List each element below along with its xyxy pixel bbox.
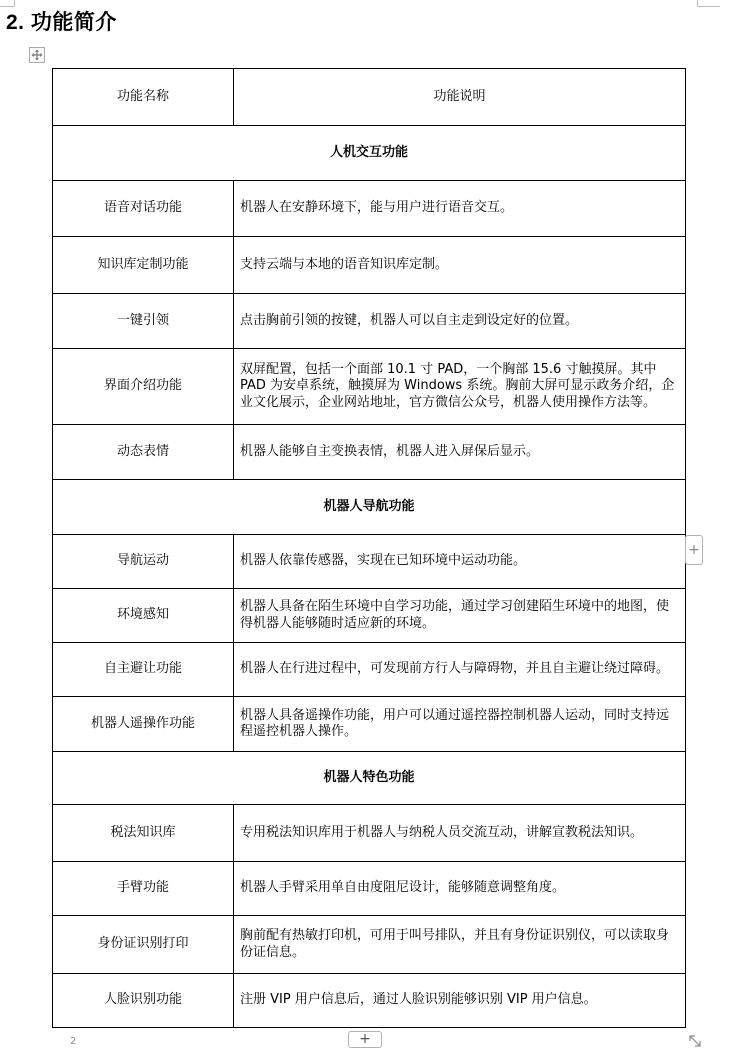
table-row [53, 589, 686, 643]
add-row-button[interactable] [348, 1031, 382, 1048]
function-desc-cell: 机器人具备遥操作功能，用户可以通过遥控器控制机器人运动，同时支持远程遥控机器人操作。 [234, 697, 686, 752]
function-desc-cell: 支持云端与本地的语音知识库定制。 [234, 237, 686, 294]
function-name-cell: 机器人遥操作功能 [53, 697, 234, 752]
table-row [53, 535, 686, 589]
section-title: 人机交互功能 [53, 126, 686, 181]
function-name-cell: 知识库定制功能 [53, 237, 234, 294]
move-arrows-icon [31, 49, 43, 61]
function-desc-cell: 机器人在安静环境下，能与用户进行语音交互。 [234, 181, 686, 237]
section-row [53, 480, 686, 535]
function-desc-cell: 点击胸前引领的按键，机器人可以自主走到设定好的位置。 [234, 294, 686, 349]
plus-icon: + [359, 1031, 371, 1047]
table-row [53, 349, 686, 425]
table-resize-handle[interactable] [687, 1033, 703, 1049]
table-row [53, 916, 686, 974]
function-desc-cell: 专用税法知识库用于机器人与纳税人员交流互动，讲解宣教税法知识。 [234, 805, 686, 862]
table-row [53, 697, 686, 752]
section-row [53, 752, 686, 805]
header-function-name: 功能名称 [53, 69, 234, 126]
section-title: 机器人特色功能 [53, 752, 686, 805]
table-row [53, 974, 686, 1028]
section-heading: 2. 功能简介 [6, 11, 117, 34]
function-name-cell: 导航运动 [53, 535, 234, 589]
function-name-cell: 界面介绍功能 [53, 349, 234, 425]
plus-icon: + [688, 542, 700, 558]
function-desc-cell: 双屏配置，包括一个面部 10.1 寸 PAD，一个胸部 15.6 寸触摸屏。其中 PAD 为安卓系统，触摸屏为 Windows 系统。胸前大屏可显示政务介绍，企业文化展示，企业网站地址，官方微信公众号，机器人使用操作方法等。 [234, 349, 686, 425]
function-name-cell: 自主避让功能 [53, 643, 234, 697]
function-name-cell: 语音对话功能 [53, 181, 234, 237]
table-row [53, 805, 686, 862]
table-header-row [53, 69, 686, 126]
function-desc-cell: 机器人手臂采用单自由度阻尼设计，能够随意调整角度。 [234, 862, 686, 916]
page-number: 2 [70, 1036, 77, 1047]
function-desc-cell: 胸前配有热敏打印机，可用于叫号排队，并且有身份证识别仪，可以读取身份证信息。 [234, 916, 686, 974]
table-row [53, 643, 686, 697]
function-desc-cell: 注册 VIP 用户信息后，通过人脸识别能够识别 VIP 用户信息。 [234, 974, 686, 1028]
table-row [53, 181, 686, 237]
resize-diagonal-icon [687, 1033, 703, 1049]
function-desc-cell: 机器人能够自主变换表情，机器人进入屏保后显示。 [234, 425, 686, 480]
function-name-cell: 一键引领 [53, 294, 234, 349]
function-name-cell: 税法知识库 [53, 805, 234, 862]
table-move-handle[interactable] [29, 47, 45, 63]
function-desc-cell: 机器人依靠传感器，实现在已知环境中运动功能。 [234, 535, 686, 589]
function-name-cell: 手臂功能 [53, 862, 234, 916]
function-name-cell: 人脸识别功能 [53, 974, 234, 1028]
function-name-cell: 环境感知 [53, 589, 234, 643]
section-row [53, 126, 686, 181]
header-function-desc: 功能说明 [234, 69, 686, 126]
function-name-cell: 动态表情 [53, 425, 234, 480]
table-row [53, 237, 686, 294]
add-column-button[interactable] [685, 535, 703, 565]
crop-mark-top-right [697, 0, 720, 7]
function-name-cell: 身份证识别打印 [53, 916, 234, 974]
table-row [53, 862, 686, 916]
function-desc-cell: 机器人具备在陌生环境中自学习功能，通过学习创建陌生环境中的地图，使得机器人能够随时适应新的环境。 [234, 589, 686, 643]
function-desc-cell: 机器人在行进过程中，可发现前方行人与障碍物，并且自主避让绕过障碍。 [234, 643, 686, 697]
table-row [53, 425, 686, 480]
table-row [53, 294, 686, 349]
function-table [52, 68, 686, 1028]
section-title: 机器人导航功能 [53, 480, 686, 535]
